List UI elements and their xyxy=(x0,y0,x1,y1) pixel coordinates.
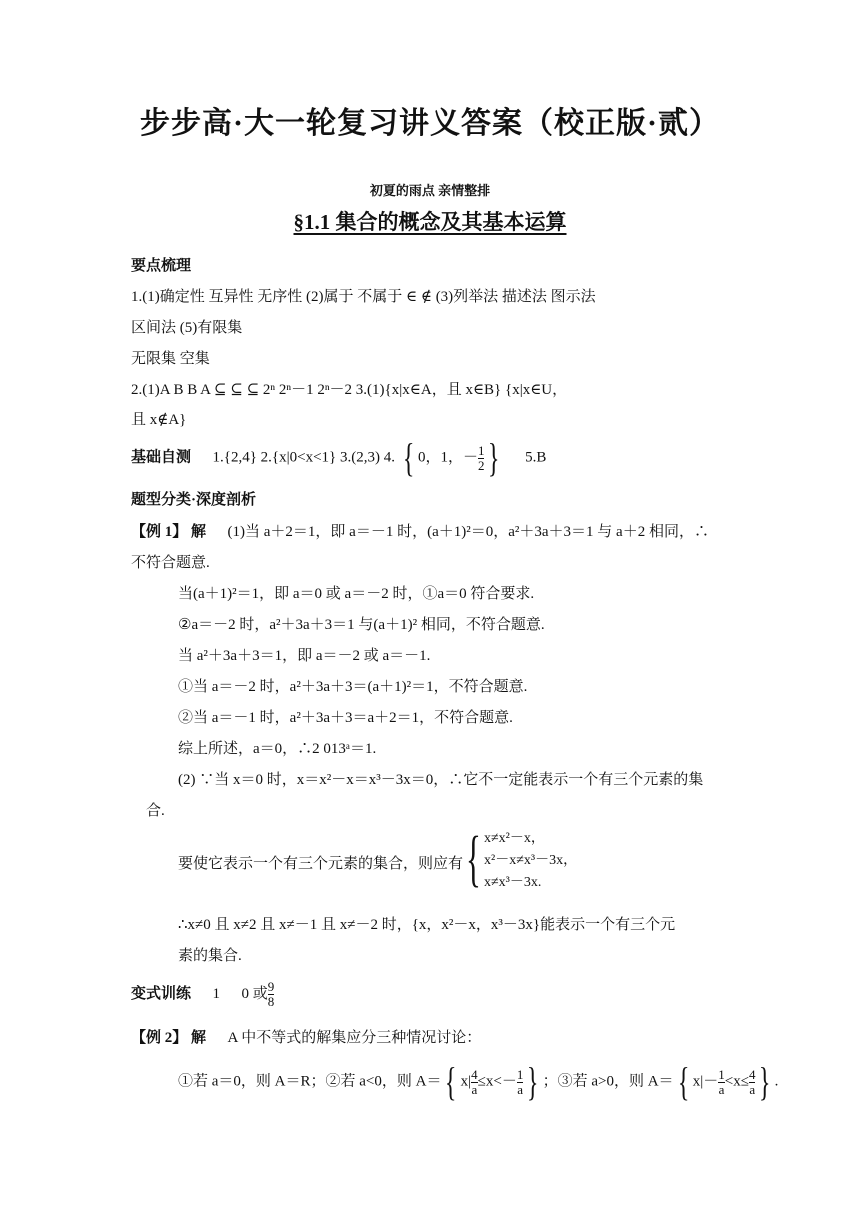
example-1-line-1 xyxy=(131,520,709,541)
example-2-label: 【例 2】 xyxy=(131,1030,188,1046)
example-2-line-1 xyxy=(131,1026,481,1047)
example-1-line-13: 素的集合. xyxy=(178,948,242,964)
right-brace: } xyxy=(527,1059,539,1104)
points-line-1: 1.(1)确定性 互异性 无序性 (2)属于 不属于 ∈ ∉ (3)列举法 描述法 图示法 xyxy=(131,289,596,305)
example-1-solve: 解 xyxy=(191,524,207,540)
example-1-line-5: 当 a²＋3a＋3＝1，即 a＝－2 或 a＝－1. xyxy=(178,648,431,664)
example-1-line-2: 不符合题意. xyxy=(131,555,210,571)
points-heading: 要点梳理 xyxy=(131,258,192,274)
points-line-3: 无限集 空集 xyxy=(131,351,210,367)
example-1-line-8: 综上所述，a＝0，∴2 013ᵃ＝1. xyxy=(178,741,377,757)
left-brace: { xyxy=(402,435,415,480)
system-line-3: x≠x³－3x. xyxy=(484,875,542,890)
system-line-2: x²－x≠x³－3x， xyxy=(484,853,578,868)
example-1-label: 【例 1】 xyxy=(131,524,188,540)
example-1-line-4: ②a＝－2 时，a²＋3a＋3＝1 与(a＋1)² 相同，不符合题意. xyxy=(178,617,545,633)
left-brace: { xyxy=(677,1059,689,1104)
answer-4-set: 0，1，－ xyxy=(417,449,478,466)
inequality-system xyxy=(484,828,577,894)
variant-1-line xyxy=(131,980,274,1009)
example-1-line-12: ∴x≠0 且 x≠2 且 x≠－1 且 x≠－2 时，{x，x²－x，x³－3x}能表示一个有三个元 xyxy=(178,917,676,933)
fraction-nine-eighths: $\frac{9}{8}$ xyxy=(267,979,275,1009)
right-brace: } xyxy=(488,435,500,480)
system-brace: { xyxy=(466,825,481,893)
author-line: 初夏的雨点 亲情整排 xyxy=(369,183,491,198)
answer-5: 5.B xyxy=(525,449,547,466)
right-brace: } xyxy=(759,1059,771,1104)
example-1-line-6: ①当 a＝－2 时，a²＋3a＋3＝(a＋1)²＝1，不符合题意. xyxy=(178,679,528,695)
example-2-case-3: ；③若 a>0，则 A＝ xyxy=(542,1073,674,1090)
types-heading: 题型分类·深度剖析 xyxy=(131,492,257,508)
left-brace: { xyxy=(445,1059,457,1104)
example-2-line-2: ①若 a＝0，则 A＝R；②若 a<0，则 A＝{ x| $\frac{4}{a}$ ≤x<－ $\frac{1}{a}$ } ；③若 a>0，则 A＝{ x|－ $\frac{1}{a}$ <x≤ $\frac{4}{a}$ } . xyxy=(178,1059,779,1104)
variant-heading: 变式训练 xyxy=(131,985,192,1002)
example-1-text-1: (1)当 a＋2＝1，即 a＝－1 时，(a＋1)²＝0，a²＋3a＋3＝1 与 a＋2 相同，∴ xyxy=(227,524,709,540)
variant-number: 1 xyxy=(212,985,221,1002)
points-line-5: 且 x∉A} xyxy=(131,412,187,428)
basic-test-heading: 基础自测 xyxy=(131,449,192,466)
fraction-one-half: $\frac{1}{2}$ xyxy=(477,442,485,473)
basic-test-line xyxy=(131,435,547,480)
variant-answer: 0 或 xyxy=(241,985,268,1002)
example-2-solve: 解 xyxy=(191,1030,207,1046)
basic-test-items: 1.{2,4} 2.{x|0<x<1} 3.(2,3) 4. xyxy=(212,449,395,466)
example-2-case-1: ①若 a＝0，则 A＝R；②若 a<0，则 A＝ xyxy=(178,1073,442,1090)
example-2-text-1: A 中不等式的解集应分三种情况讨论： xyxy=(227,1030,482,1046)
example-1-line-10: 合. xyxy=(146,803,165,819)
example-1-line-3: 当(a＋1)²＝1，即 a＝0 或 a＝－2 时，①a＝0 符合要求. xyxy=(178,586,535,602)
system-line-1: x≠x²－x， xyxy=(484,831,545,846)
points-line-2: 区间法 (5)有限集 xyxy=(131,320,243,336)
document-title: 步步高·大一轮复习讲义答案（校正版·贰） xyxy=(139,107,720,140)
example-1-line-11: 要使它表示一个有三个元素的集合，则应有 xyxy=(178,856,464,872)
example-1-line-9: (2) ∵当 x＝0 时，x＝x²－x＝x³－3x＝0，∴它不一定能表示一个有三个元素的集 xyxy=(178,772,704,788)
points-line-4: 2.(1)A B B A ⊆ ⊆ ⊆ 2ⁿ 2ⁿ－1 2ⁿ－2 3.(1){x|x∈A，且 x∈B} {x|x∈U， xyxy=(131,382,568,398)
example-1-line-7: ②当 a＝－1 时，a²＋3a＋3＝a＋2＝1，不符合题意. xyxy=(178,710,513,726)
section-title: §1.1 集合的概念及其基本运算 xyxy=(293,210,567,234)
